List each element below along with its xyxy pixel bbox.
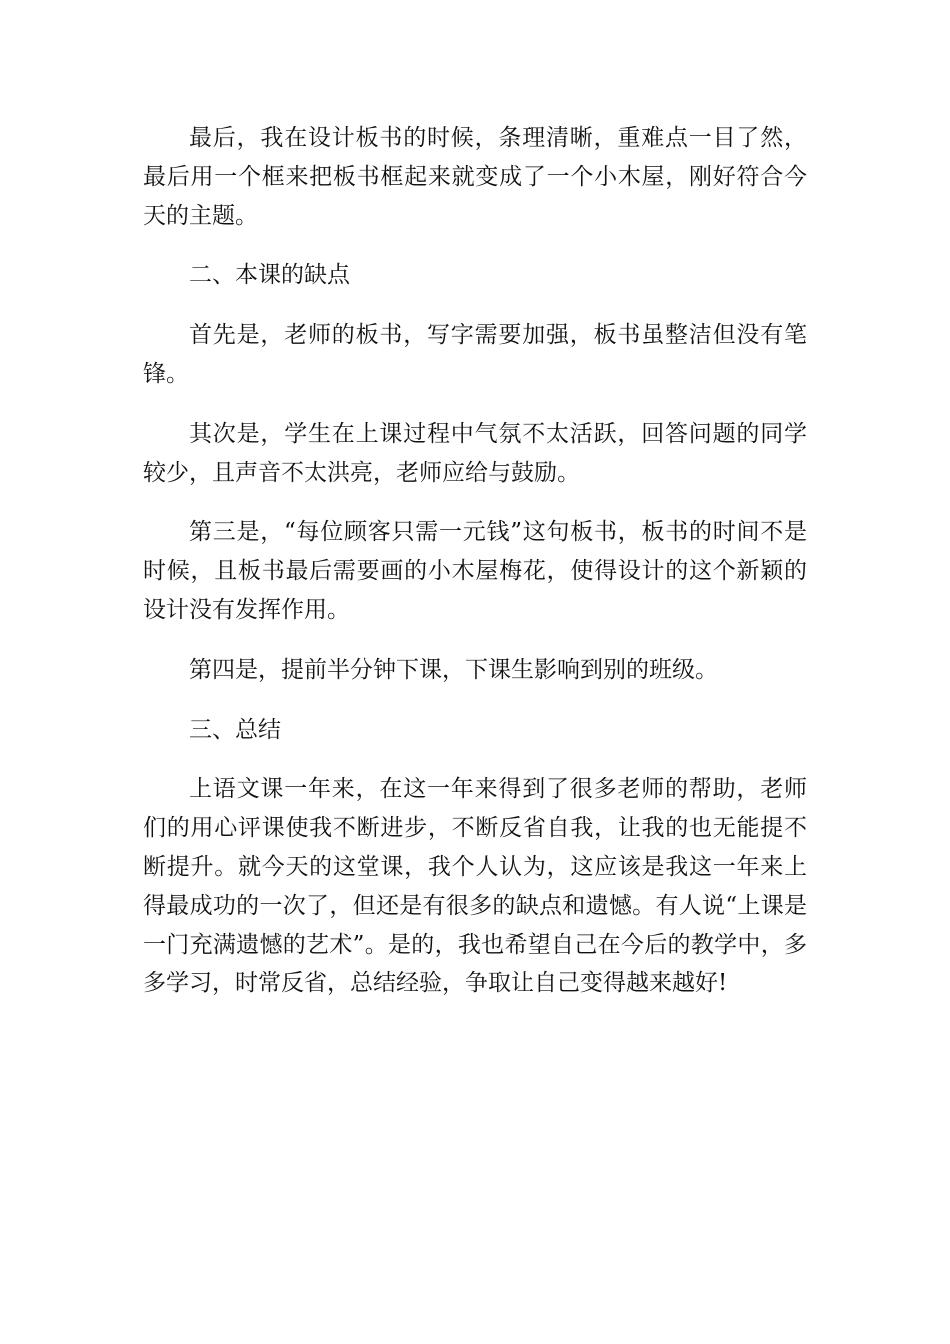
paragraph-second-shortcoming: 其次是，学生在上课过程中气氛不太活跃，回答问题的同学较少，且声音不太洪亮，老师应给与鼓励。 — [143, 420, 807, 486]
paragraph-blackboard-design: 最后，我在设计板书的时候，条理清晰，重难点一目了然，最后用一个框来把板书框起来就变成了一个小木屋，刚好符合今天的主题。 — [143, 125, 807, 229]
document-page — [143, 119, 807, 1024]
heading-summary: 三、总结 — [189, 716, 281, 743]
paragraph-summary: 上语文课一年来，在这一年来得到了很多老师的帮助，老师们的用心评课使我不断进步，不断反省自我，让我的也无能提不断提升。就今天的这堂课，我个人认为，这应该是我这一年来上得最成功的一次了，但还是有很多的缺点和遗憾。有人说“上课是一门充满遗憾的艺术”。是的，我也希望自己在今后的教学中，多多学习，时常反省，总结经验，争取让自己变得越来越好! — [143, 776, 807, 997]
paragraph-third-shortcoming: 第三是，“每位顾客只需一元钱”这句板书，板书的时间不是时候，且板书最后需要画的小木屋梅花，使得设计的这个新颖的设计没有发挥作用。 — [143, 519, 807, 623]
paragraph-first-shortcoming: 首先是，老师的板书，写字需要加强，板书虽整洁但没有笔锋。 — [143, 322, 807, 387]
heading-shortcomings: 二、本课的缺点 — [189, 262, 350, 289]
paragraph-fourth-shortcoming: 第四是，提前半分钟下课，下课生影响到别的班级。 — [189, 656, 718, 683]
